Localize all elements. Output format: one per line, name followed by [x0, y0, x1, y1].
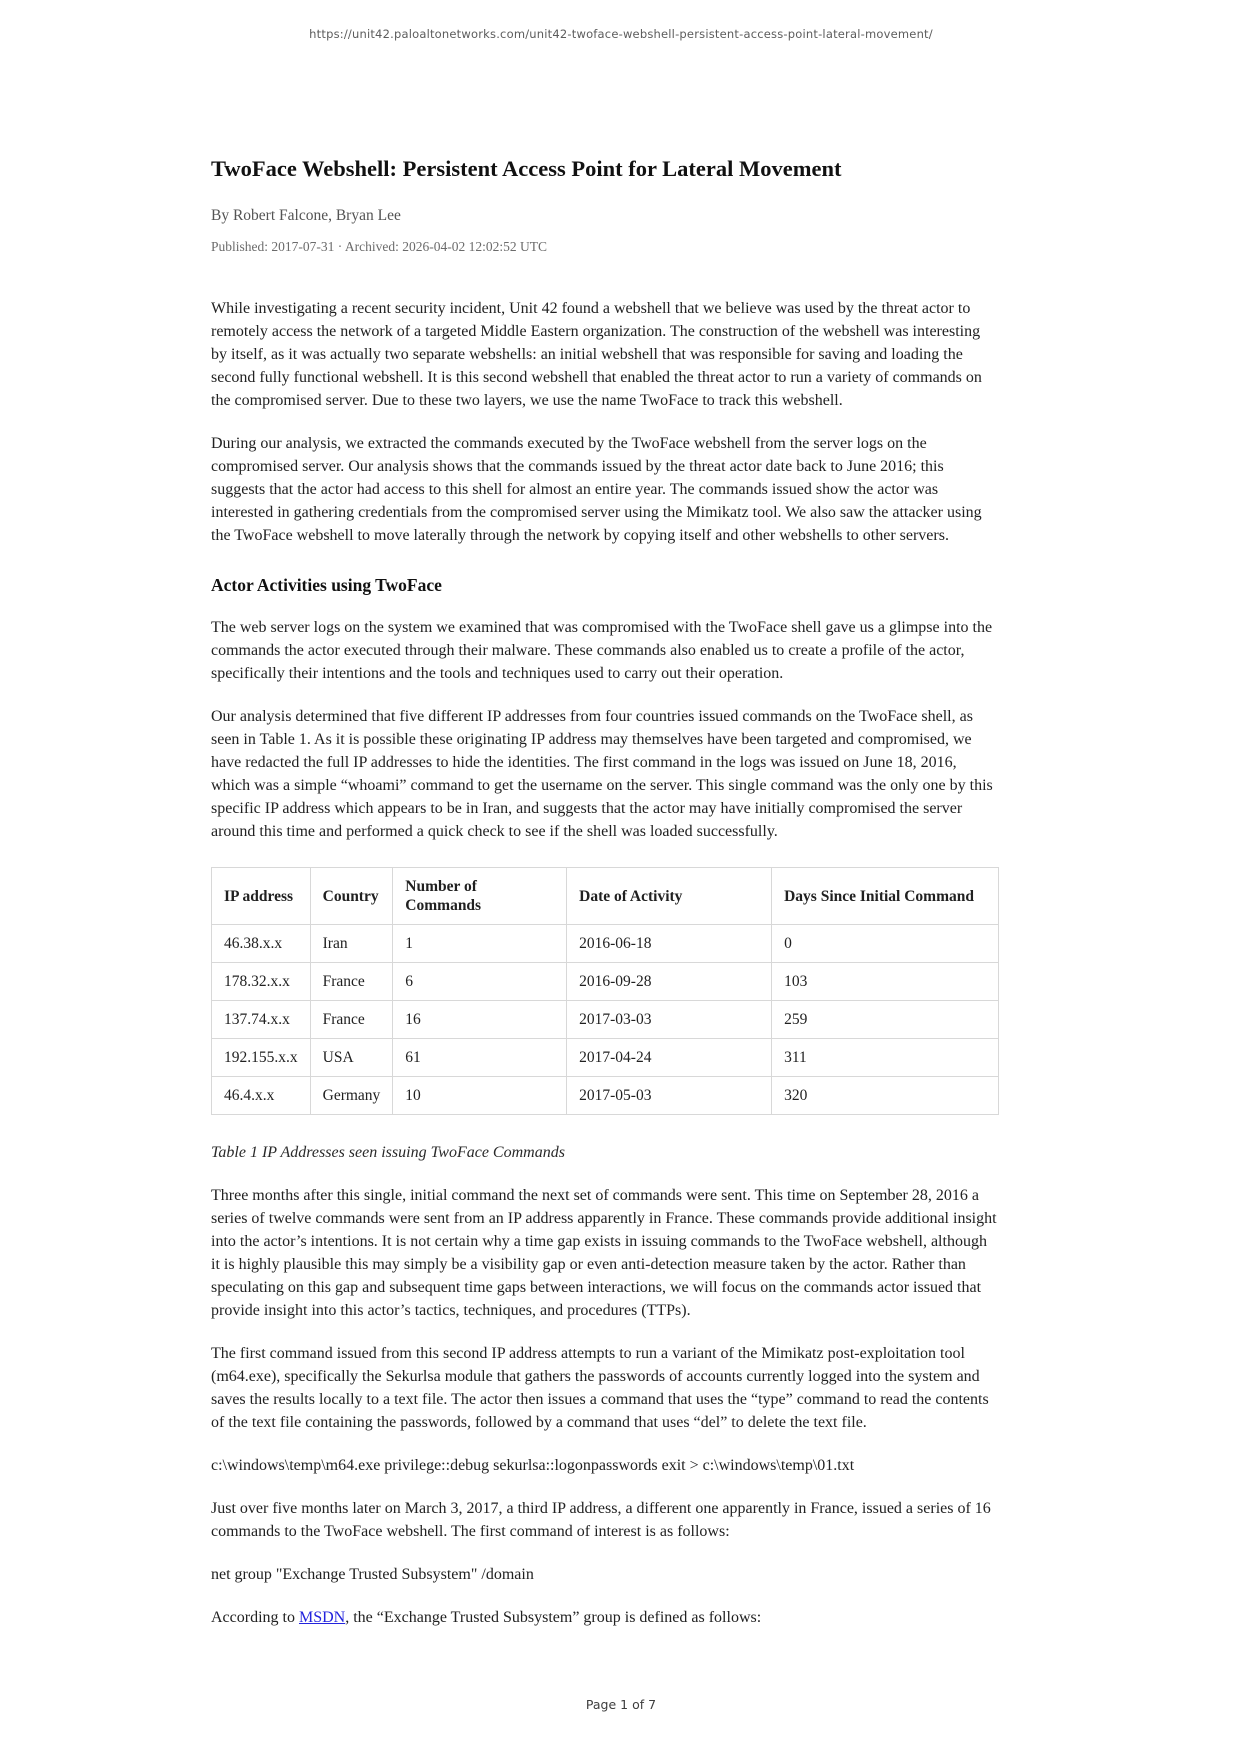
paragraph-intro-2: During our analysis, we extracted the commands executed by the TwoFace webshell from the server logs on the compromised server. Our analysis shows that the commands issued by the threat actor date back to June 2016; this suggests that the actor had access to this shell for almost an entire year. The commands issued show the actor was interested in gathering credentials from the compromised server using the Mimikatz tool. We also saw the attacker using the TwoFace webshell to move laterally through the network by copying itself and other webshells to other servers. — [211, 435, 982, 545]
article-title: TwoFace Webshell: Persistent Access Point for Lateral Movement — [211, 156, 842, 181]
cell-country: Germany — [310, 1077, 393, 1115]
command-line-mimikatz: c:\windows\temp\m64.exe privilege::debug sekurlsa::logonpasswords exit > c:\windows\temp\01.txt — [211, 1457, 855, 1475]
cell-days: 259 — [772, 1001, 999, 1039]
ip-activity-table — [211, 867, 999, 1115]
paragraph-according-to-msdn — [211, 1606, 999, 1629]
cell-days: 320 — [772, 1077, 999, 1115]
cell-commands: 6 — [393, 963, 567, 1001]
cell-ip: 137.74.x.x — [212, 1001, 311, 1039]
cell-date: 2016-09-28 — [567, 963, 772, 1001]
command-line-net-group: net group "Exchange Trusted Subsystem" /domain — [211, 1566, 534, 1584]
cell-days: 311 — [772, 1039, 999, 1077]
cell-date: 2017-03-03 — [567, 1001, 772, 1039]
table-row — [212, 1039, 999, 1077]
cell-country: USA — [310, 1039, 393, 1077]
cell-date: 2017-05-03 — [567, 1077, 772, 1115]
cell-ip: 192.155.x.x — [212, 1039, 311, 1077]
according-text-after: , the “Exchange Trusted Subsystem” group is defined as follows: — [345, 1609, 762, 1627]
page-url: https://unit42.paloaltonetworks.com/unit42-twoface-webshell-persistent-access-point-lateral-movement/ — [309, 27, 933, 41]
paragraph-first-command: The first command issued from this second IP address attempts to run a variant of the Mimikatz post-exploitation tool (m64.exe), specifically the Sekurlsa module that gathers the passwords of accounts currently logged into the system and saves the results locally to a text file. The actor then issues a command that uses the “type” command to read the contents of the text file containing the passwords, followed by a command that uses “del” to delete the text file. — [211, 1345, 989, 1432]
cell-country: Iran — [310, 925, 393, 963]
published-line: Published: 2017-07-31 · Archived: 2026-04-02 12:02:52 UTC — [211, 239, 547, 255]
paragraph-analysis: Our analysis determined that five different IP addresses from four countries issued commands on the TwoFace shell, as seen in Table 1. As it is possible these originating IP address may themselves have been targeted and compromised, we have redacted the full IP addresses to hide the identities. The first command in the logs was issued on June 18, 2016, which was a simple “whoami” command to get the username on the server. This single command was the only one by this specific IP address which appears to be in Iran, and suggests that the actor may have initially compromised the server around this time and performed a quick check to see if the shell was loaded successfully. — [211, 708, 993, 841]
cell-commands: 10 — [393, 1077, 567, 1115]
col-header-date-of-activity: Date of Activity — [567, 868, 772, 925]
cell-ip: 46.38.x.x — [212, 925, 311, 963]
paragraph-five-months: Just over five months later on March 3, 2017, a third IP address, a different one apparently in France, issued a series of 16 commands to the TwoFace webshell. The first command of interest is as follows: — [211, 1500, 991, 1541]
cell-country: France — [310, 963, 393, 1001]
table-row — [212, 963, 999, 1001]
page-number: Page 1 of 7 — [585, 1697, 657, 1712]
cell-days: 103 — [772, 963, 999, 1001]
col-header-ip-address: IP address — [212, 868, 311, 925]
table-caption: Table 1 IP Addresses seen issuing TwoFace Commands — [211, 1144, 565, 1162]
according-text-before: According to — [211, 1609, 299, 1627]
paragraph-three-months: Three months after this single, initial command the next set of commands were sent. This time on September 28, 2016 a series of twelve commands were sent from an IP address apparently in France. These commands provide additional insight into the actor’s intentions. It is not certain why a time gap exists in issuing commands to the TwoFace webshell, although it is highly plausible this may simply be a visibility gap or even anti-detection measure taken by the actor. Rather than speculating on this gap and subsequent time gaps between interactions, we will focus on the commands actor issued that provide insight into this actor’s tactics, techniques, and procedures (TTPs). — [211, 1187, 997, 1320]
article-byline: By Robert Falcone, Bryan Lee — [211, 207, 401, 225]
cell-date: 2016-06-18 — [567, 925, 772, 963]
cell-date: 2017-04-24 — [567, 1039, 772, 1077]
cell-ip: 46.4.x.x — [212, 1077, 311, 1115]
col-header-days-since-initial-command: Days Since Initial Command — [772, 868, 999, 925]
cell-ip: 178.32.x.x — [212, 963, 311, 1001]
cell-commands: 16 — [393, 1001, 567, 1039]
msdn-link[interactable]: MSDN — [298, 1609, 346, 1627]
col-header-number-of-commands: Number of Commands — [393, 868, 567, 925]
cell-commands: 1 — [393, 925, 567, 963]
table-row — [212, 1077, 999, 1115]
paragraph-logs: The web server logs on the system we examined that was compromised with the TwoFace shell gave us a glimpse into the commands the actor executed through their malware. These commands also enabled us to create a profile of the actor, specifically their intentions and the tools and techniques used to carry out their operation. — [211, 619, 993, 683]
cell-commands: 61 — [393, 1039, 567, 1077]
col-header-country: Country — [310, 868, 393, 925]
table-row — [212, 925, 999, 963]
cell-days: 0 — [772, 925, 999, 963]
table-header-row — [212, 868, 999, 925]
cell-country: France — [310, 1001, 393, 1039]
paragraph-intro-1: While investigating a recent security incident, Unit 42 found a webshell that we believe was used by the threat actor to remotely access the network of a targeted Middle Eastern organization. The construction of the webshell was interesting by itself, as it was actually two separate webshells: an initial webshell that was responsible for saving and loading the second fully functional webshell. It is this second webshell that enabled the threat actor to run a variety of commands on the compromised server. Due to these two layers, we use the name TwoFace to track this webshell. — [211, 300, 982, 410]
section-heading: Actor Activities using TwoFace — [211, 575, 442, 596]
article-content — [211, 42, 999, 1649]
table-row — [212, 1001, 999, 1039]
